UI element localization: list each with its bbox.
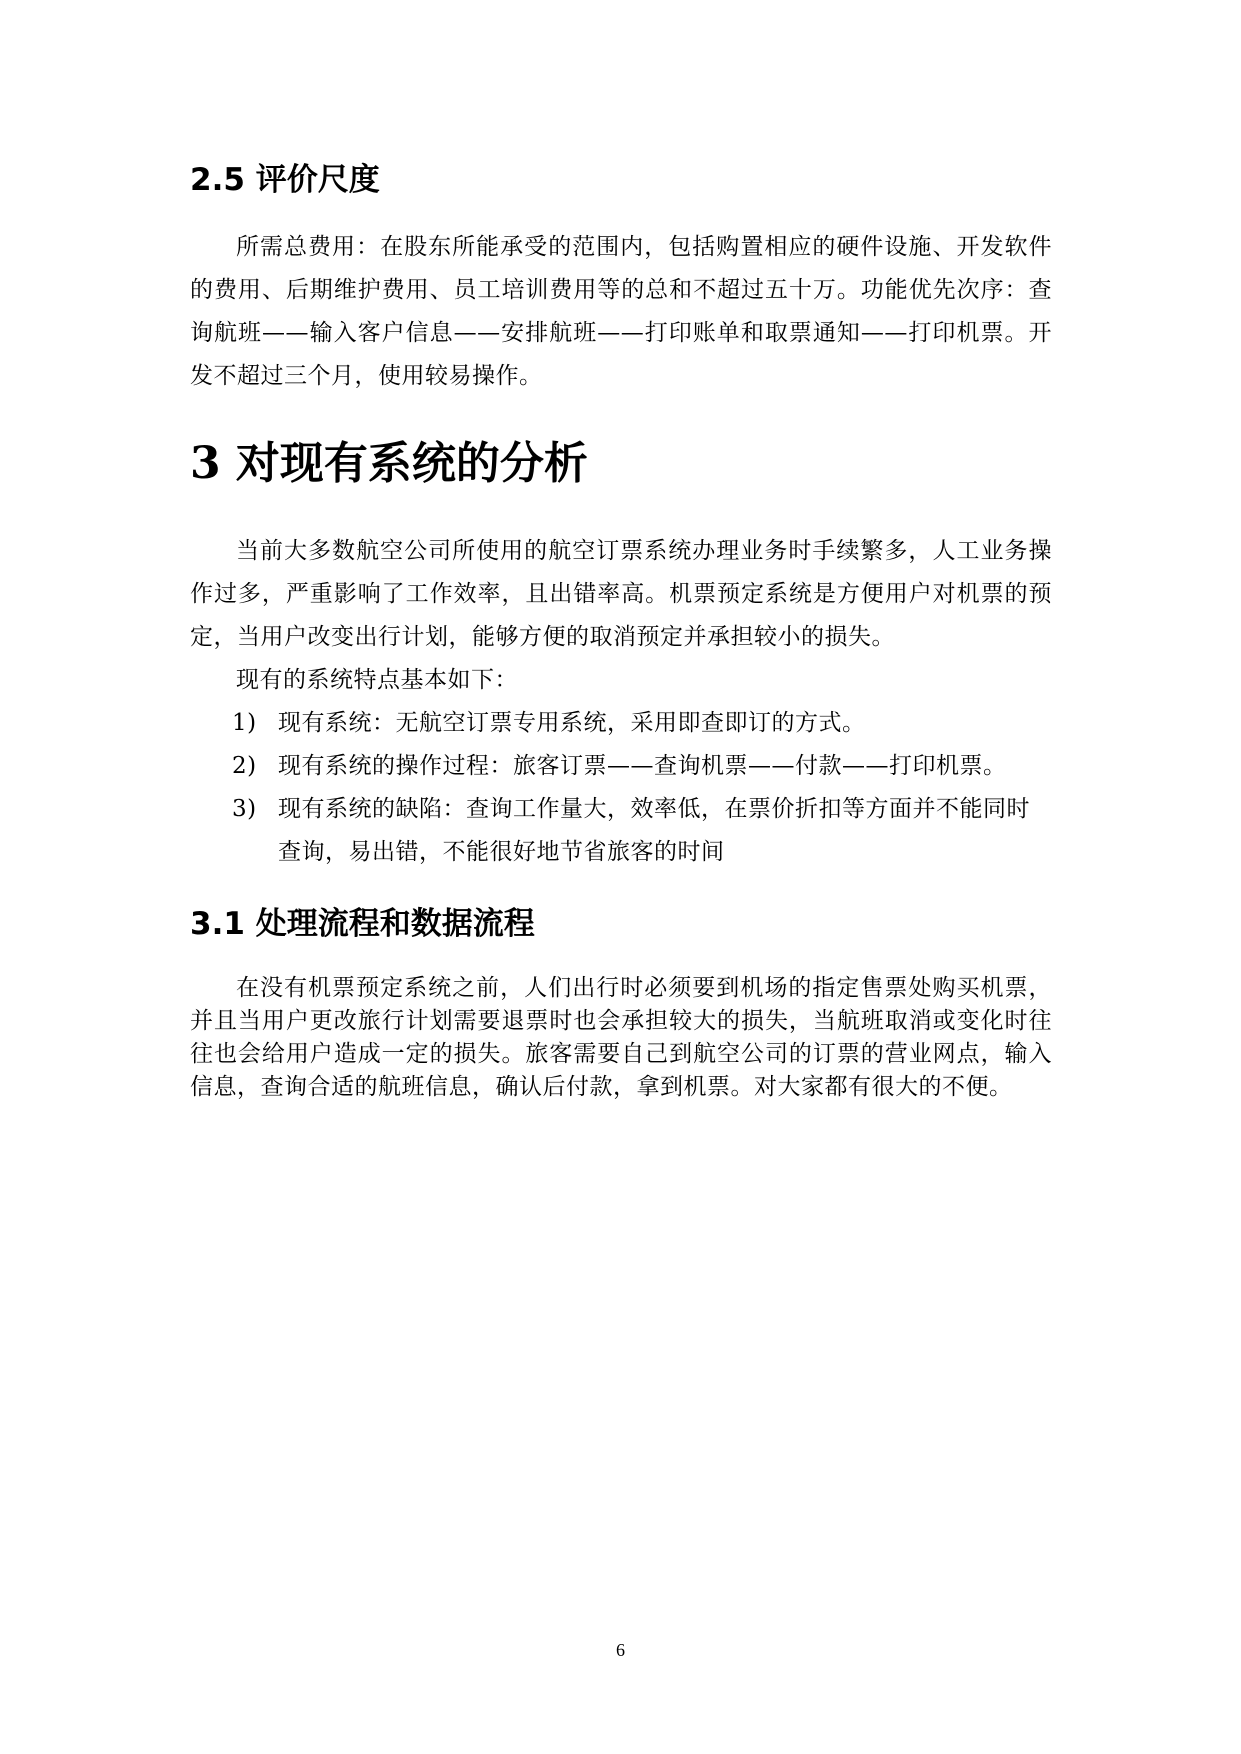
section-title-3-1: 3.1 处理流程和数据流程 <box>190 906 535 942</box>
paragraph-evaluation-criteria: 所需总费用：在股东所能承受的范围内，包括购置相应的硬件设施、开发软件的费用、后期维护费用、员工培训费用等的总和不超过五十万。功能优先次序：查询航班——输入客户信息——安排航班——打印账单和取票通知——打印机票。开发不超过三个月，使用较易操作。 <box>190 234 1052 389</box>
paragraph-features-intro: 现有的系统特点基本如下： <box>236 667 518 693</box>
paragraph-current-system: 当前大多数航空公司所使用的航空订票系统办理业务时手续繁多，人工业务操作过多，严重影响了工作效率，且出错率高。机票预定系统是方便用户对机票的预定，当用户改变出行计划，能够方便的取消预定并承担较小的损失。 <box>190 538 1052 650</box>
list-item-text: 现有系统：无航空订票专用系统，采用即查即订的方式。 <box>278 710 866 736</box>
list-item-text: 现有系统的缺陷：查询工作量大，效率低，在票价折扣等方面并不能同时查询，易出错，不能很好地节省旅客的时间 <box>278 796 1030 865</box>
list-item <box>190 702 1052 745</box>
list-item-number: 3) <box>232 796 257 822</box>
list-item <box>190 745 1052 788</box>
list-item <box>190 788 1052 874</box>
paragraph-process-flow: 在没有机票预定系统之前，人们出行时必须要到机场的指定售票处购买机票，并且当用户更改旅行计划需要退票时也会承担较大的损失，当航班取消或变化时往往也会给用户造成一定的损失。旅客需要自己到航空公司的订票的营业网点，输入信息，查询合适的航班信息，确认后付款，拿到机票。对大家都有很大的不便。 <box>190 975 1052 1100</box>
list-item-number: 2) <box>232 753 257 779</box>
page-content <box>190 160 1052 1104</box>
section-title-2-5: 2.5 评价尺度 <box>190 162 380 198</box>
feature-list <box>190 702 1052 874</box>
list-item-text: 现有系统的操作过程：旅客订票——查询机票——付款——打印机票。 <box>278 753 1007 779</box>
list-item-number: 1) <box>232 710 257 736</box>
chapter-title-3: 3 对现有系统的分析 <box>190 438 588 489</box>
page-number: 6 <box>616 1640 625 1660</box>
